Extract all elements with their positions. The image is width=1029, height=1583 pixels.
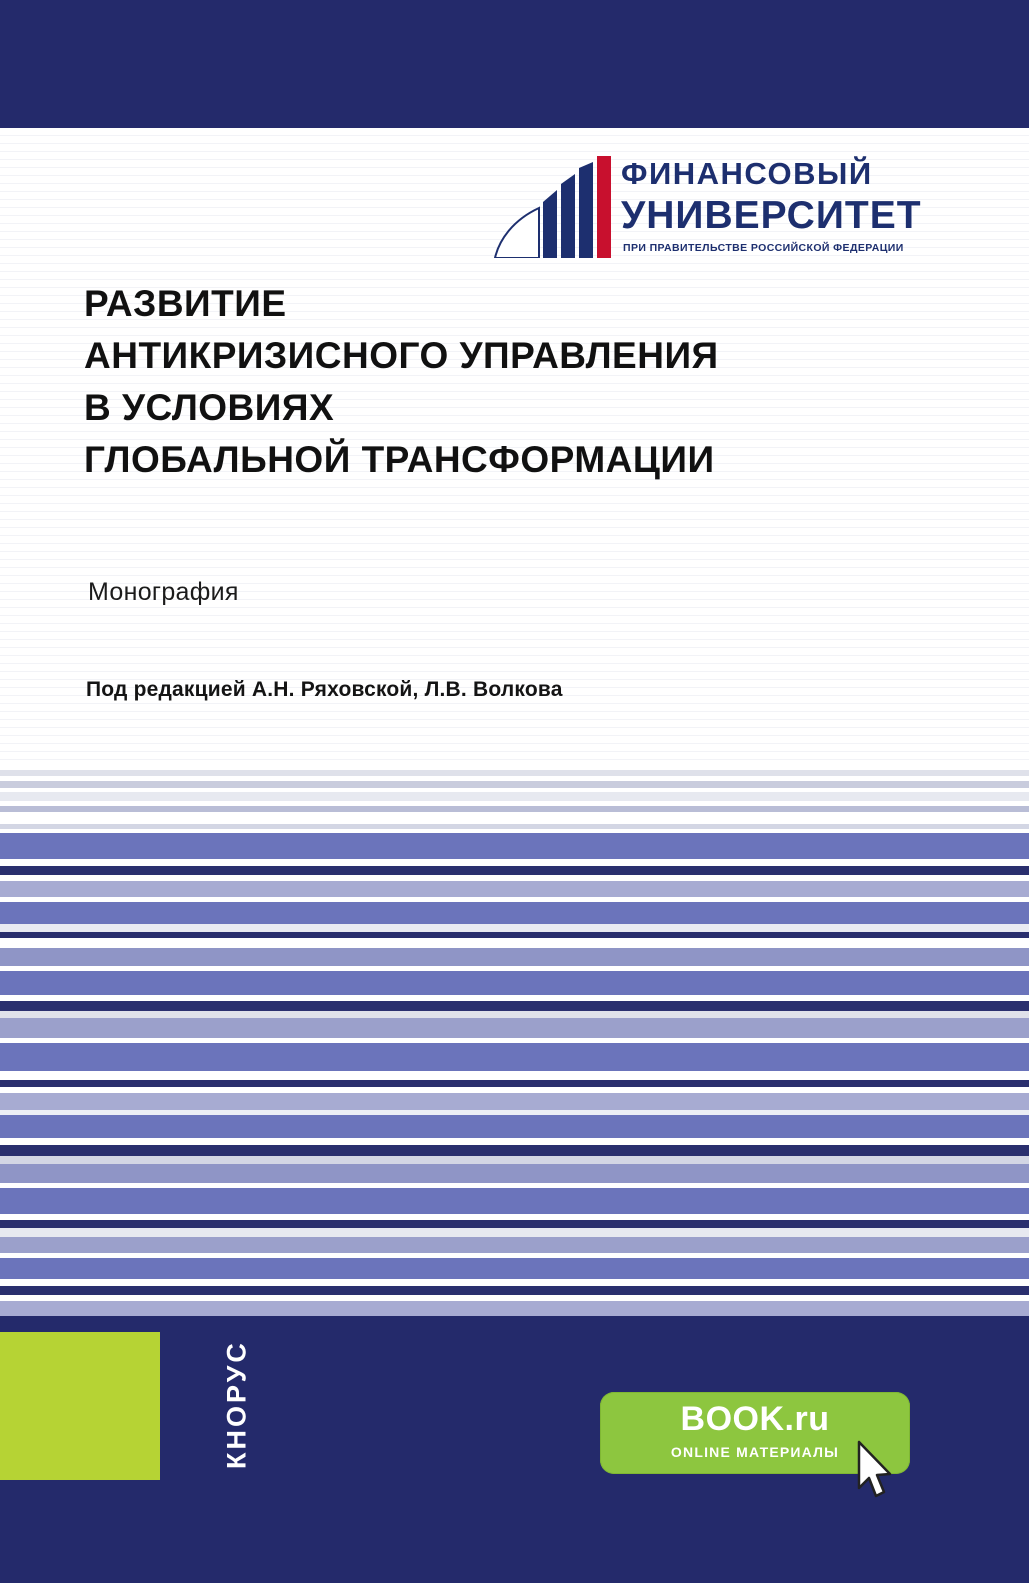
book-subtitle: Монография [88, 578, 239, 606]
stripe-30 [0, 1071, 1029, 1080]
stripe-8 [0, 812, 1029, 824]
stripe-33 [0, 1093, 1029, 1110]
stripe-35 [0, 1115, 1029, 1138]
stripe-0 [0, 760, 1029, 770]
title-line-1: РАЗВИТИЕ [84, 283, 287, 324]
stripe-17 [0, 902, 1029, 924]
stripe-36 [0, 1138, 1029, 1145]
stripe-37 [0, 1145, 1029, 1156]
stripe-39 [0, 1164, 1029, 1183]
book-editors: Под редакцией А.Н. Ряховской, Л.В. Волкова [86, 678, 563, 701]
stripe-41 [0, 1188, 1029, 1214]
stripe-27 [0, 1018, 1029, 1038]
sail-icon [493, 154, 623, 262]
stripe-20 [0, 938, 1029, 948]
publisher-name: КНОРУС [221, 1340, 252, 1470]
stripe-48 [0, 1279, 1029, 1286]
stripe-3 [0, 781, 1029, 788]
stripe-13 [0, 866, 1029, 875]
stripe-51 [0, 1301, 1029, 1316]
stripe-45 [0, 1237, 1029, 1253]
stripe-29 [0, 1043, 1029, 1071]
stripe-15 [0, 881, 1029, 897]
logo-line-3: ПРИ ПРАВИТЕЛЬСТВЕ РОССИЙСКОЙ ФЕДЕРАЦИИ [623, 242, 904, 254]
book-title [84, 278, 844, 486]
stripe-18 [0, 924, 1029, 932]
title-line-2: АНТИКРИЗИСНОГО УПРАВЛЕНИЯ [84, 335, 719, 376]
university-logo [493, 148, 922, 268]
stripe-31 [0, 1080, 1029, 1087]
logo-line-1: ФИНАНСОВЫЙ [621, 156, 873, 191]
stripe-49 [0, 1286, 1029, 1295]
stripe-44 [0, 1228, 1029, 1237]
stripe-26 [0, 1011, 1029, 1018]
stripe-38 [0, 1156, 1029, 1164]
bookru-title: BOOK.ru [680, 1400, 830, 1438]
title-line-4: ГЛОБАЛЬНОЙ ТРАНСФОРМАЦИИ [84, 439, 715, 480]
stripe-47 [0, 1258, 1029, 1279]
stripe-5 [0, 792, 1029, 801]
stripe-12 [0, 859, 1029, 866]
title-line-3: В УСЛОВИЯХ [84, 387, 335, 428]
stripe-11 [0, 833, 1029, 859]
stripe-23 [0, 971, 1029, 995]
bookru-subtitle: ONLINE МАТЕРИАЛЫ [670, 1444, 840, 1460]
logo-line-2: УНИВЕРСИТЕТ [621, 194, 922, 237]
mouse-cursor-icon [855, 1440, 895, 1502]
top-navy-band [0, 0, 1029, 128]
stripe-25 [0, 1001, 1029, 1011]
stripe-43 [0, 1220, 1029, 1228]
publisher-color-block [0, 1332, 160, 1480]
stripe-21 [0, 948, 1029, 966]
decorative-stripes [0, 760, 1029, 1316]
